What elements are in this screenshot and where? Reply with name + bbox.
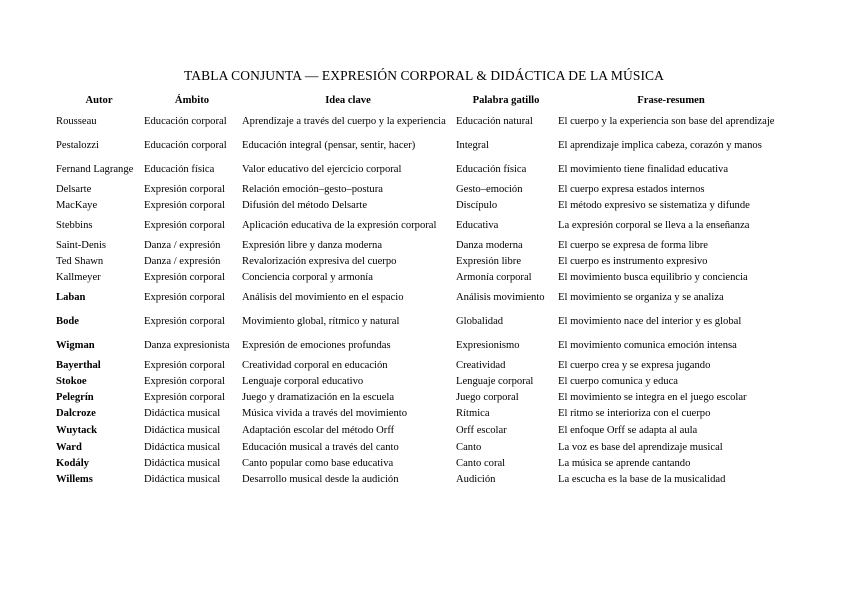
table-row (55, 455, 785, 471)
cell-frase-resumen: El ritmo se interioriza con el cuerpo (558, 407, 711, 419)
table-row (55, 285, 785, 309)
cell-ambito: Danza / expresión (144, 255, 221, 267)
cell-idea-clave: Creatividad corporal en educación (242, 359, 388, 371)
table-row (55, 237, 785, 253)
cell-idea-clave: Expresión libre y danza moderna (242, 239, 383, 251)
header-autor: Autor (85, 95, 113, 106)
cell-autor: Rousseau (56, 115, 97, 127)
cell-frase-resumen: La voz es base del aprendizaje musical (558, 441, 723, 453)
header-idea-clave: Idea clave (325, 95, 371, 106)
cell-frase-resumen: La expresión corporal se lleva a la enseñanza (558, 219, 750, 231)
cell-autor: Wuytack (56, 424, 98, 436)
header-palabra-gatillo: Palabra gatillo (472, 95, 540, 106)
cell-autor: Delsarte (56, 183, 92, 195)
table-row (55, 373, 785, 389)
cell-autor: Bayerthal (56, 359, 101, 371)
table-row (55, 333, 785, 357)
cell-autor: Fernand Lagrange (56, 163, 134, 175)
table-row (55, 439, 785, 455)
cell-palabra-gatillo: Audición (456, 473, 496, 485)
table-row (55, 471, 785, 487)
header-frase-resumen: Frase-resumen (637, 95, 705, 106)
cell-idea-clave: Lenguaje corporal educativo (242, 375, 364, 387)
cell-autor: Wigman (56, 339, 95, 351)
table-row (55, 181, 785, 197)
cell-frase-resumen: El enfoque Orff se adapta al aula (558, 424, 698, 436)
cell-frase-resumen: El cuerpo es instrumento expresivo (558, 255, 708, 267)
cell-frase-resumen: El movimiento busca equilibrio y conciencia (558, 271, 748, 283)
table-row (55, 269, 785, 285)
cell-palabra-gatillo: Lenguaje corporal (456, 375, 534, 387)
cell-idea-clave: Juego y dramatización en la escuela (242, 391, 395, 403)
cell-palabra-gatillo: Armonía corporal (456, 271, 532, 283)
cell-palabra-gatillo: Educación natural (456, 115, 533, 127)
cell-frase-resumen: El cuerpo y la experiencia son base del aprendizaje (558, 115, 775, 127)
cell-palabra-gatillo: Canto (456, 441, 482, 453)
cell-autor: Saint-Denis (56, 239, 107, 251)
cell-palabra-gatillo: Rítmica (456, 407, 490, 419)
cell-idea-clave: Educación musical a través del canto (242, 441, 399, 453)
cell-frase-resumen: El cuerpo crea y se expresa jugando (558, 359, 711, 371)
cell-frase-resumen: El movimiento comunica emoción intensa (558, 339, 737, 351)
cell-autor: Pestalozzi (56, 139, 99, 151)
cell-idea-clave: Desarrollo musical desde la audición (242, 473, 399, 485)
cell-palabra-gatillo: Educativa (456, 219, 499, 231)
cell-ambito: Didáctica musical (144, 407, 221, 419)
table-row (55, 309, 785, 333)
cell-idea-clave: Relación emoción–gesto–postura (242, 183, 383, 195)
cell-ambito: Didáctica musical (144, 424, 221, 436)
cell-autor: Dalcroze (56, 407, 96, 419)
cell-frase-resumen: El aprendizaje implica cabeza, corazón y manos (558, 139, 762, 151)
cell-palabra-gatillo: Expresionismo (456, 339, 520, 351)
cell-idea-clave: Análisis del movimiento en el espacio (242, 291, 404, 303)
table-row (55, 405, 785, 421)
cell-ambito: Didáctica musical (144, 457, 221, 469)
cell-idea-clave: Valor educativo del ejercicio corporal (242, 163, 402, 175)
cell-palabra-gatillo: Análisis movimiento (456, 291, 545, 303)
cell-idea-clave: Aplicación educativa de la expresión corporal (242, 219, 437, 231)
cell-palabra-gatillo: Expresión libre (456, 255, 522, 267)
table-row (55, 109, 785, 133)
cell-palabra-gatillo: Integral (456, 139, 489, 151)
table-row (55, 357, 785, 373)
cell-ambito: Expresión corporal (144, 375, 225, 387)
cell-idea-clave: Adaptación escolar del método Orff (242, 424, 395, 436)
cell-ambito: Expresión corporal (144, 199, 225, 211)
cell-idea-clave: Movimiento global, rítmico y natural (242, 315, 400, 327)
cell-palabra-gatillo: Creatividad (456, 359, 506, 371)
cell-palabra-gatillo: Gesto–emoción (456, 183, 523, 195)
cell-ambito: Expresión corporal (144, 183, 225, 195)
cell-frase-resumen: La música se aprende cantando (558, 457, 691, 469)
cell-ambito: Didáctica musical (144, 441, 221, 453)
table-row (55, 157, 785, 181)
cell-palabra-gatillo: Canto coral (456, 457, 506, 469)
cell-autor: Ward (56, 441, 82, 453)
cell-ambito: Didáctica musical (144, 473, 221, 485)
cell-autor: Kallmeyer (56, 271, 101, 283)
cell-autor: MacKaye (56, 199, 98, 211)
cell-frase-resumen: El cuerpo se expresa de forma libre (558, 239, 709, 251)
cell-palabra-gatillo: Educación física (456, 163, 527, 175)
summary-table (55, 92, 785, 487)
cell-idea-clave: Difusión del método Delsarte (242, 199, 368, 211)
cell-ambito: Expresión corporal (144, 219, 225, 231)
cell-ambito: Danza expresionista (144, 339, 230, 351)
cell-idea-clave: Aprendizaje a través del cuerpo y la experiencia (242, 115, 446, 127)
cell-ambito: Educación corporal (144, 115, 227, 127)
cell-ambito: Expresión corporal (144, 315, 225, 327)
cell-ambito: Danza / expresión (144, 239, 221, 251)
cell-palabra-gatillo: Juego corporal (456, 391, 519, 403)
cell-frase-resumen: El movimiento se organiza y se analiza (558, 291, 724, 303)
cell-frase-resumen: El cuerpo comunica y educa (558, 375, 679, 387)
cell-palabra-gatillo: Globalidad (456, 315, 504, 327)
cell-frase-resumen: El movimiento tiene finalidad educativa (558, 163, 729, 175)
cell-autor: Pelegrín (56, 391, 94, 403)
cell-autor: Kodály (56, 457, 89, 469)
cell-autor: Bode (56, 315, 79, 327)
header-row (55, 92, 785, 109)
cell-frase-resumen: El método expresivo se sistematiza y difunde (558, 199, 750, 211)
table-row (55, 197, 785, 213)
table-title: TABLA CONJUNTA — EXPRESIÓN CORPORAL & DIDÁCTICA DE LA MÚSICA (184, 68, 664, 83)
cell-autor: Stokoe (56, 375, 87, 387)
cell-autor: Ted Shawn (56, 255, 104, 267)
cell-autor: Willems (56, 473, 93, 485)
cell-ambito: Expresión corporal (144, 359, 225, 371)
table-row (55, 253, 785, 269)
table-row (55, 421, 785, 439)
cell-ambito: Educación física (144, 163, 215, 175)
table-row (55, 389, 785, 405)
cell-autor: Laban (56, 291, 86, 303)
cell-idea-clave: Revalorización expresiva del cuerpo (242, 255, 397, 267)
cell-palabra-gatillo: Orff escolar (456, 424, 507, 436)
cell-frase-resumen: El cuerpo expresa estados internos (558, 183, 705, 195)
cell-idea-clave: Expresión de emociones profundas (242, 339, 391, 351)
cell-frase-resumen: El movimiento nace del interior y es global (558, 315, 742, 327)
cell-ambito: Educación corporal (144, 139, 227, 151)
cell-frase-resumen: La escucha es la base de la musicalidad (558, 473, 726, 485)
cell-ambito: Expresión corporal (144, 291, 225, 303)
header-ambito: Ámbito (174, 95, 210, 106)
cell-palabra-gatillo: Danza moderna (456, 239, 523, 251)
cell-idea-clave: Canto popular como base educativa (242, 457, 394, 469)
cell-ambito: Expresión corporal (144, 391, 225, 403)
table-row (55, 213, 785, 237)
table-row (55, 133, 785, 157)
cell-idea-clave: Educación integral (pensar, sentir, hacer) (242, 139, 416, 151)
cell-ambito: Expresión corporal (144, 271, 225, 283)
cell-frase-resumen: El movimiento se integra en el juego escolar (558, 391, 747, 403)
cell-palabra-gatillo: Discípulo (456, 199, 498, 211)
cell-idea-clave: Conciencia corporal y armonía (242, 271, 373, 283)
cell-autor: Stebbins (56, 219, 93, 231)
cell-idea-clave: Música vivida a través del movimiento (242, 407, 408, 419)
